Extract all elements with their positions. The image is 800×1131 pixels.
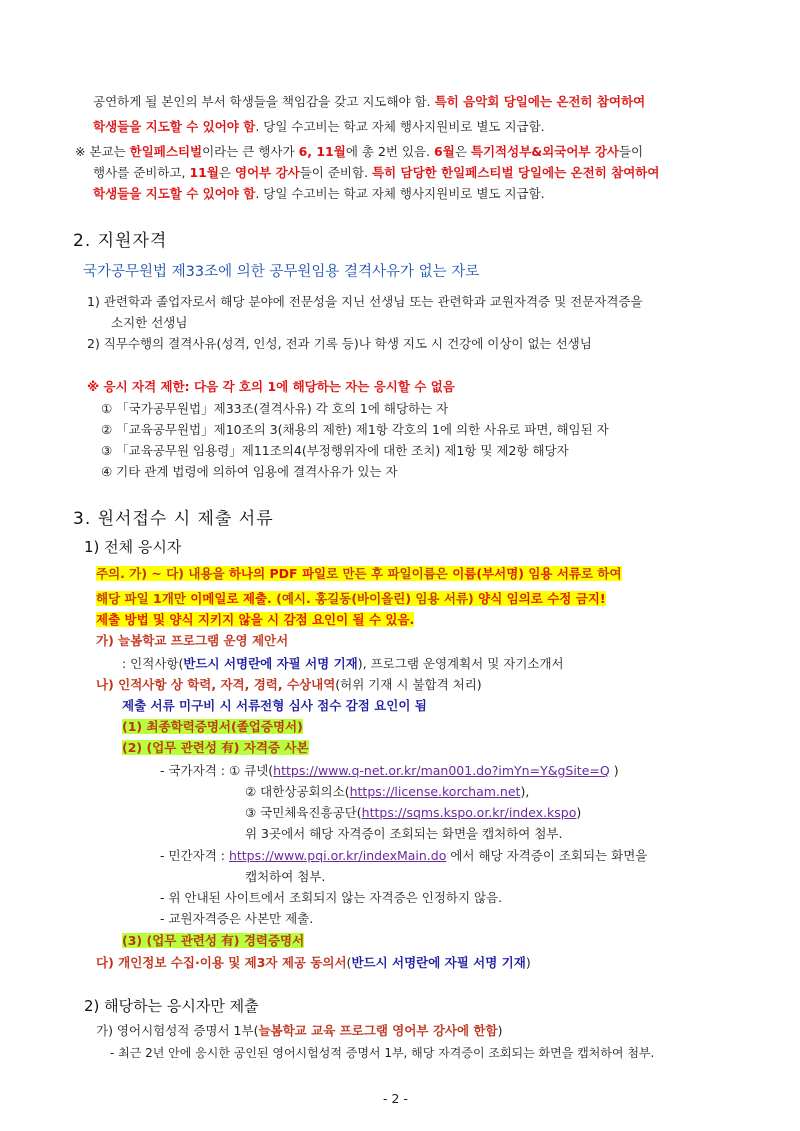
emphasis-text: 특히 음악회 당일에는 온전히 참여하여 <box>434 94 646 109</box>
intro-line-1 <box>93 93 645 110</box>
doc-item-na <box>96 676 482 693</box>
emphasis-text: 이메일로 제출 <box>190 591 268 606</box>
doc-item-da <box>96 954 531 971</box>
emphasis-text: 11월 <box>189 165 219 180</box>
pqi-link[interactable]: https://www.pqi.or.kr/indexMain.do <box>228 848 447 863</box>
highlight-text: (2) (업무 관련성 有) 자격증 사본 <box>122 740 309 755</box>
doc-sub-2 <box>122 739 309 756</box>
teacher-cert-note: - 교원자격증은 사본만 제출. <box>160 911 314 926</box>
emphasis-text: 늘봄학교 교육 프로그램 영어부 강사에 한함 <box>258 1023 498 1038</box>
text: ③ 국민체육진흥공단( <box>245 805 362 820</box>
national-cert-kspo <box>245 804 581 821</box>
emphasis-text: 특기적성부&외국어부 강사 <box>470 144 619 159</box>
emphasis-text: 한일페스티벌 <box>129 144 203 159</box>
notice-line-2 <box>96 590 606 607</box>
notice-line-1 <box>96 565 622 582</box>
restriction-item-4: ④ 기타 관계 법령에 의하여 임용에 결격사유가 있는 자 <box>101 464 398 479</box>
text: . (예시. 홍길동(바이올린) 임용 서류) <box>267 591 479 606</box>
emphasis-text: 영어부 강사 <box>235 165 300 180</box>
emphasis-text: 하나의 PDF 파일 <box>228 566 327 581</box>
qualification-lead: 국가공무원법 제33조에 의한 공무원임용 결격사유가 없는 자로 <box>83 264 480 280</box>
text: (허위 기재 시 불합격 처리) <box>335 677 482 692</box>
text: 로 만든 후 파일이름은 <box>326 566 453 581</box>
emphasis-text: 양식 임의로 수정 금지! <box>478 591 606 606</box>
emphasis-text: 특히 담당한 한일페스티벌 당일에는 온전히 참여하여 <box>372 165 660 180</box>
text: 해당 파일 1개만 <box>96 591 191 606</box>
kspo-link[interactable]: https://sqms.kspo.or.kr/index.kspo <box>361 805 577 820</box>
text: 에 총 2번 있음. <box>345 144 435 159</box>
text: 들이 <box>618 144 644 159</box>
text: 주의. 가) ~ 다) 내용을 <box>96 566 229 581</box>
text: ), 프로그램 운영계획서 및 자기소개서 <box>357 656 564 671</box>
doc-item-ga-detail <box>122 655 564 672</box>
intro-line-5 <box>93 185 545 202</box>
notice-line-3 <box>96 611 414 628</box>
text: 은 <box>218 165 235 180</box>
doc-sub-1 <box>122 718 303 735</box>
text: - 국가자격 : ① 큐넷( <box>160 763 274 778</box>
highlight-text: (3) (업무 관련성 有) 경력증명서 <box>122 933 305 948</box>
text: ② 대한상공회의소( <box>245 784 350 799</box>
doc-sub-3 <box>122 932 304 949</box>
text: ) <box>576 805 582 820</box>
not-recognized-note: - 위 안내된 사이트에서 조회되지 않는 자격증은 인정하지 않음. <box>160 890 503 905</box>
national-cert-korcham <box>245 783 529 800</box>
notice-text: 제출 방법 및 양식 지키지 않을 시 감점 요인이 될 수 있음. <box>96 612 415 627</box>
text: ) <box>497 1023 503 1038</box>
english-score-item <box>96 1022 502 1039</box>
national-cert-note: 위 3곳에서 해당 자격증이 조회되는 화면을 캡처하여 첨부. <box>245 826 563 841</box>
text: ※ 본교는 <box>75 144 130 159</box>
text: 행사를 준비하고, <box>93 165 190 180</box>
emphasis-text: 학생들을 지도할 수 있어야 함 <box>93 119 256 134</box>
intro-line-2 <box>93 118 545 135</box>
english-score-detail: - 최근 2년 안에 응시한 공인된 영어시험성적 증명서 1부, 해당 자격증이 조회되는 화면을 캡처하여 첨부. <box>110 1046 655 1060</box>
emphasis-text: 6, 11월 <box>298 144 346 159</box>
text: 로 하여 <box>581 566 622 581</box>
emphasis-text: 이름(부서명) 임용 서류 <box>452 566 581 581</box>
korcham-link[interactable]: https://license.korcham.net <box>349 784 521 799</box>
emphasis-text: 학생들을 지도할 수 있어야 함 <box>93 186 256 201</box>
qualification-item-1-cont: 소지한 선생님 <box>111 315 188 330</box>
qnet-link[interactable]: https://www.q-net.or.kr/man001.do?imYn=Y&gSite=Q <box>273 763 610 778</box>
page-number: - 2 - <box>383 1091 408 1106</box>
subsection-all-applicants: 1) 전체 응시자 <box>84 538 182 556</box>
restriction-item-2: ② 「교육공무원법」제10조의 3(채용의 제한) 제1항 각호의 1에 의한 사유로 파면, 해임된 자 <box>101 422 609 437</box>
highlight-text: (1) 최종학력증명서(졸업증명서) <box>122 719 303 734</box>
qualification-item-1: 1) 관련학과 졸업자로서 해당 분야에 전문성을 지닌 선생님 또는 관련학과 교원자격증 및 전문자격증을 <box>87 294 643 309</box>
section-2-heading: 2. 지원자격 <box>73 231 168 251</box>
qualification-item-2: 2) 직무수행의 결격사유(성격, 인성, 전과 기록 등)나 학생 지도 시 건강에 이상이 없는 선생님 <box>87 336 592 351</box>
emphasis-text: 다) 개인정보 수집·이용 및 제3자 제공 동의서 <box>96 955 347 970</box>
missing-docs-warning: 제출 서류 미구비 시 서류전형 심사 점수 감점 요인이 됨 <box>122 698 427 713</box>
subsection-conditional: 2) 해당하는 응시자만 제출 <box>84 997 259 1015</box>
section-3-heading: 3. 원서접수 시 제출 서류 <box>73 509 274 529</box>
private-cert <box>160 847 647 864</box>
notice-box <box>96 591 606 606</box>
text: - 민간자격 : <box>160 848 229 863</box>
restriction-heading: ※ 응시 자격 제한: 다음 각 호의 1에 해당하는 자는 응시할 수 없음 <box>87 379 455 394</box>
text: 에서 해당 자격증이 조회되는 화면을 <box>446 848 648 863</box>
text: 은 <box>454 144 471 159</box>
text: 공연하게 될 본인의 부서 학생들을 책임감을 갖고 지도해야 함. <box>93 94 435 109</box>
emphasis-text: 6월 <box>434 144 455 159</box>
text: ) <box>525 955 531 970</box>
emphasis-text: 반드시 서명란에 자필 서명 기재 <box>351 955 526 970</box>
notice-box <box>96 566 622 581</box>
emphasis-text: 나) 인적사항 상 학력, 자격, 경력, 수상내역 <box>96 677 336 692</box>
emphasis-text: 반드시 서명란에 자필 서명 기재 <box>183 656 358 671</box>
restriction-item-3: ③ 「교육공무원 임용령」제11조의4(부정행위자에 대한 조치) 제1항 및 제2항 해당자 <box>101 443 569 458</box>
text: : 인적사항( <box>122 656 184 671</box>
national-cert-qnet <box>160 762 619 779</box>
intro-line-3 <box>75 143 643 160</box>
text: 가) 영어시험성적 증명서 1부( <box>96 1023 259 1038</box>
intro-line-4 <box>93 164 659 181</box>
text: 이라는 큰 행사가 <box>202 144 299 159</box>
restriction-item-1: ① 「국가공무원법」제33조(결격사유) 각 호의 1에 해당하는 자 <box>101 401 449 416</box>
text: ), <box>520 784 530 799</box>
text: . 당일 수고비는 학교 자체 행사지원비로 별도 지급함. <box>255 119 545 134</box>
text: . 당일 수고비는 학교 자체 행사지원비로 별도 지급함. <box>255 186 545 201</box>
doc-item-ga: 가) 늘봄학교 프로그램 운영 제안서 <box>96 633 289 648</box>
text: ( <box>346 955 352 970</box>
text: ) <box>609 763 619 778</box>
private-cert-cont: 캡처하여 첨부. <box>245 869 326 884</box>
text: 들이 준비함. <box>299 165 373 180</box>
